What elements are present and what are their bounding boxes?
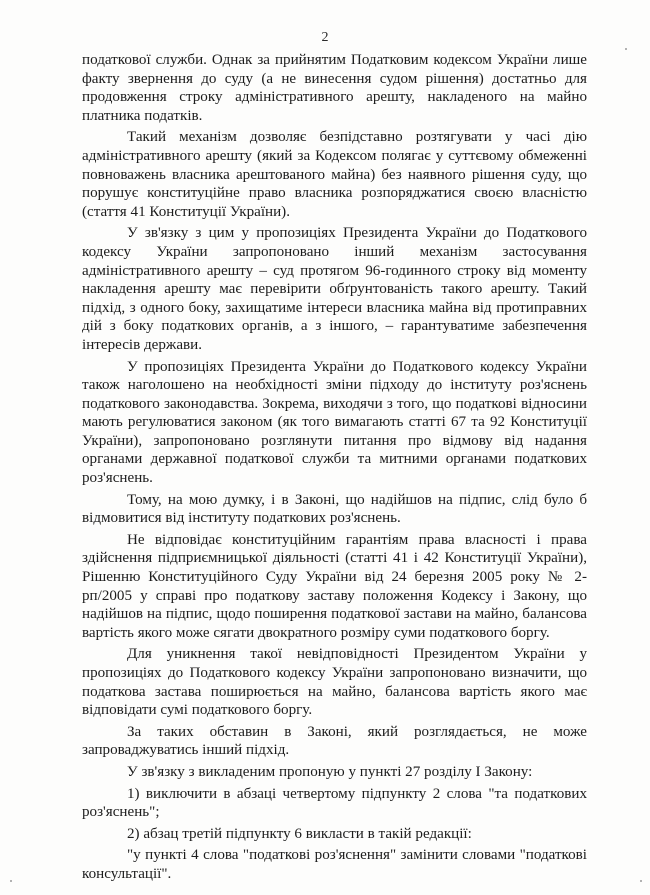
list-item-1: 1) виключити в абзаці четвертому підпункту 2 слова "та податкових роз'яснень"; bbox=[82, 785, 587, 821]
list-item-2: 2) абзац третій підпункту 6 викласти в такій редакції: bbox=[127, 825, 472, 842]
paragraph-clarifications: У пропозиціях Президента України до Податкового кодексу України також наголошено на необхідності зміни підходу до інституту роз'яснень податкового законодавства. Зокрема, виходячи з того, що податкові відносини мають регулюватися законом (як того вимагають статті 67 та 92 Конституції України), запропоновано розглянути питання про відмову від надання органами державної податкової служби та митними органами податкових роз'яснень. bbox=[82, 358, 587, 487]
paragraph-avoid-mismatch: Для уникнення такої невідповідності Президентом України у пропозиціях до Податкового кодексу України запропоновано визначити, що податкова застава поширюється на майно, балансова вартість якого має відповідати сумі податкового боргу. bbox=[82, 646, 587, 719]
paragraph-opinion: Тому, на мою думку, і в Законі, що надійшов на підпис, слід було б відмовитися від інституту податкових роз'яснень. bbox=[82, 491, 587, 527]
scan-speck bbox=[10, 880, 12, 882]
paragraph-proposal-arrest: У зв'язку з цим у пропозиціях Президента України до Податкового кодексу України запропоновано інший механізм застосування адміністративного арешту – суд протягом 96-годинного строку від моменту накладення арешту має перевірити обґрунтованість такого арешту. Такий підхід, з одного боку, захищатиме інтереси власника майна від протиправних дій з боку податкових органів, а з іншого, – гарантуватиме забезпечення інтересів держави. bbox=[82, 225, 587, 353]
paragraph-mechanism: Такий механізм дозволяє безпідставно розтягувати у часі дію адміністративного арешту (який за Кодексом полягає у суттєвому обмеженні повноважень власника арештованого майна) без наявного рішення суду, що порушує конституційне право власника розпоряджатися своєю власністю (стаття 41 Конституції України). bbox=[82, 129, 587, 220]
document-body bbox=[82, 51, 587, 887]
paragraph-proposal-intro: У зв'язку з викладеним пропоную у пункті 27 розділу I Закону: bbox=[127, 763, 533, 780]
scan-speck bbox=[625, 48, 627, 50]
scan-speck bbox=[640, 880, 642, 882]
quoted-amendment: "у пункті 4 слова "податкові роз'яснення" замінити словами "податкові консультації". bbox=[82, 847, 587, 882]
page-number: 2 bbox=[321, 30, 329, 45]
paragraph-tax-lien: Не відповідає конституційним гарантіям права власності і права здійснення підприємницької діяльності (статті 41 і 42 Конституції України), Рішенню Конституційного Суду України від 24 березня 2005 року № 2-рп/2005 у справі про податкову заставу положення Кодексу і Закону, що надійшов на підпис, щодо поширення податкової застави на майно, балансова вартість якого може сягати двократного розміру суми податкового боргу. bbox=[82, 531, 587, 641]
paragraph-circumstances: За таких обставин в Законі, який розглядається, не може запроваджуватись інший підхід. bbox=[82, 723, 587, 759]
paragraph-continuation: податкової служби. Однак за прийнятим Податковим кодексом України лише факту звернення до суду (а не винесення судом рішення) достатньо для продовження строку адміністративного арешту, накладеного на майно платника податків. bbox=[82, 52, 587, 124]
